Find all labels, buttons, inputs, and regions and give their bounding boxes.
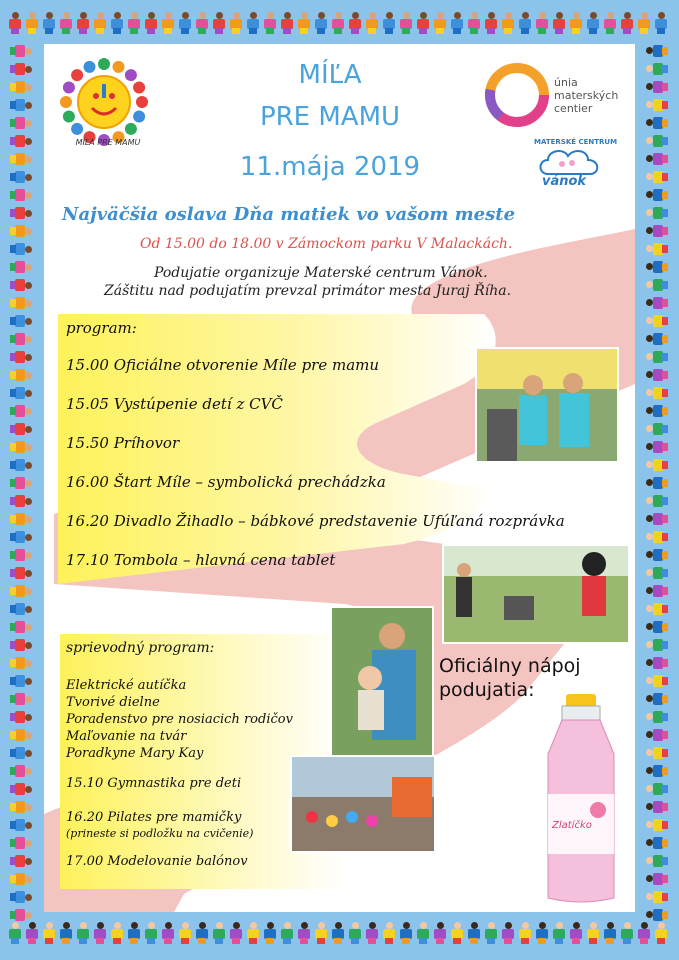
child-figure xyxy=(637,12,651,34)
child-figure xyxy=(10,404,32,418)
child-figure xyxy=(646,170,668,184)
child-figure xyxy=(10,764,32,778)
side-program-timed-item: 15.10 Gymnastika pre deti xyxy=(66,776,242,791)
child-figure xyxy=(646,710,668,724)
child-figure xyxy=(646,440,668,454)
child-figure xyxy=(646,854,668,868)
child-figure xyxy=(654,12,668,34)
child-figure xyxy=(646,800,668,814)
child-figure xyxy=(399,12,413,34)
child-figure xyxy=(10,116,32,130)
child-figure xyxy=(10,530,32,544)
side-program-heading: sprievodný program: xyxy=(66,640,215,656)
side-program-item: Elektrické autíčka xyxy=(66,678,187,693)
child-figure xyxy=(10,566,32,580)
child-figure xyxy=(10,494,32,508)
event-date: 11.mája 2019 xyxy=(239,152,421,182)
child-figure xyxy=(229,12,243,34)
vanok-logo-name: vánok xyxy=(542,174,587,189)
child-figure xyxy=(263,922,277,944)
child-figure xyxy=(535,922,549,944)
child-figure xyxy=(646,494,668,508)
side-program-timed-item: 16.20 Pilates pre mamičky xyxy=(66,810,242,825)
child-figure xyxy=(586,12,600,34)
child-figure xyxy=(450,12,464,34)
child-figure xyxy=(144,922,158,944)
child-figure xyxy=(127,922,141,944)
drink-heading: Oficiálny nápoj podujatia: xyxy=(439,655,581,701)
child-figure xyxy=(10,710,32,724)
program-item: 15.05 Vystúpenie detí z CVČ xyxy=(66,395,283,413)
child-figure xyxy=(552,12,566,34)
child-figure xyxy=(195,922,209,944)
child-figure xyxy=(76,922,90,944)
child-figure xyxy=(552,922,566,944)
child-figure xyxy=(646,188,668,202)
child-figure xyxy=(246,922,260,944)
child-figure xyxy=(161,922,175,944)
child-figure xyxy=(229,922,243,944)
child-figure xyxy=(646,44,668,58)
child-figure xyxy=(646,422,668,436)
child-figure xyxy=(10,440,32,454)
child-figure xyxy=(10,98,32,112)
child-figure xyxy=(646,404,668,418)
child-figure xyxy=(10,818,32,832)
child-figure xyxy=(10,782,32,796)
child-figure xyxy=(646,458,668,472)
walk-photo xyxy=(442,544,630,644)
child-figure xyxy=(10,350,32,364)
child-figure xyxy=(25,922,39,944)
child-figure xyxy=(620,12,634,34)
child-figure xyxy=(331,922,345,944)
child-figure xyxy=(10,368,32,382)
child-figure xyxy=(314,12,328,34)
side-program-item: Maľovanie na tvár xyxy=(66,729,187,744)
child-figure xyxy=(8,922,22,944)
child-figure xyxy=(10,800,32,814)
child-figure xyxy=(280,12,294,34)
crowd-photo xyxy=(290,755,436,853)
child-figure xyxy=(416,12,430,34)
child-figure xyxy=(484,12,498,34)
side-program-item: Tvorivé dielne xyxy=(66,695,160,710)
child-figure xyxy=(365,922,379,944)
child-figure xyxy=(10,602,32,616)
child-figure xyxy=(646,152,668,166)
child-figure xyxy=(10,170,32,184)
child-figure xyxy=(59,922,73,944)
child-figure xyxy=(416,922,430,944)
child-figure xyxy=(399,922,413,944)
child-figure xyxy=(586,922,600,944)
child-figure xyxy=(433,922,447,944)
child-figure xyxy=(212,922,226,944)
child-figure xyxy=(603,12,617,34)
child-figure xyxy=(10,80,32,94)
child-figure xyxy=(10,458,32,472)
child-figure xyxy=(93,12,107,34)
child-figure xyxy=(646,512,668,526)
child-figure xyxy=(484,922,498,944)
child-figure xyxy=(10,908,32,922)
child-figure xyxy=(646,530,668,544)
child-figure xyxy=(535,12,549,34)
child-figure xyxy=(10,656,32,670)
child-figure xyxy=(10,188,32,202)
child-figure xyxy=(646,872,668,886)
child-figure xyxy=(10,260,32,274)
child-figure xyxy=(646,332,668,346)
child-figure xyxy=(620,922,634,944)
sun-logo xyxy=(58,56,150,148)
volunteers-photo xyxy=(475,347,619,463)
child-figure xyxy=(10,242,32,256)
child-figure xyxy=(637,922,651,944)
child-figure xyxy=(569,12,583,34)
program-item: 17.10 Tombola – hlavná cena tablet xyxy=(66,551,336,569)
child-figure xyxy=(646,116,668,130)
child-figure xyxy=(10,692,32,706)
child-figure xyxy=(646,602,668,616)
side-program-note: (prineste si podložku na cvičenie) xyxy=(66,827,254,840)
side-program-item: Poradkyne Mary Kay xyxy=(66,746,204,761)
child-figure xyxy=(646,386,668,400)
child-figure xyxy=(646,62,668,76)
child-figure xyxy=(646,890,668,904)
time-place: Od 15.00 do 18.00 v Zámockom parku V Malackách. xyxy=(140,236,513,252)
child-figure xyxy=(646,206,668,220)
child-figure xyxy=(331,12,345,34)
child-figure xyxy=(42,12,56,34)
organizer-line1: Podujatie organizuje Materské centrum Vánok. xyxy=(154,265,488,281)
child-figure xyxy=(10,62,32,76)
child-figure xyxy=(10,584,32,598)
child-figure xyxy=(382,12,396,34)
child-figure xyxy=(110,12,124,34)
organizer-line2: Záštitu nad podujatím prevzal primátor mesta Juraj Říha. xyxy=(104,283,512,299)
child-figure xyxy=(10,314,32,328)
child-figure xyxy=(654,922,668,944)
child-figure xyxy=(10,206,32,220)
child-figure xyxy=(646,818,668,832)
child-figure xyxy=(10,548,32,562)
side-program-timed-item: 17.00 Modelovanie balónov xyxy=(66,854,248,869)
child-figure xyxy=(569,922,583,944)
child-figure xyxy=(646,224,668,238)
child-figure xyxy=(178,12,192,34)
child-figure xyxy=(603,922,617,944)
child-figure xyxy=(365,12,379,34)
child-figure xyxy=(10,386,32,400)
child-figure xyxy=(646,620,668,634)
union-logo-text: únia materských centier xyxy=(554,76,619,115)
child-figure xyxy=(246,12,260,34)
child-figure xyxy=(646,548,668,562)
child-figure xyxy=(646,476,668,490)
program-item: 16.20 Divadlo Žihadlo – bábkové predstavenie Ufúľaná rozprávka xyxy=(66,512,565,530)
child-figure xyxy=(10,278,32,292)
child-figure xyxy=(646,836,668,850)
child-figure xyxy=(195,12,209,34)
child-figure xyxy=(297,12,311,34)
poster-card xyxy=(44,44,635,912)
sun-logo-text: MÍĽA PRE MAMU xyxy=(75,138,141,147)
child-figure xyxy=(144,12,158,34)
child-figure xyxy=(646,80,668,94)
child-figure xyxy=(59,12,73,34)
side-program-item: Poradenstvo pre nosiacich rodičov xyxy=(66,712,293,727)
child-figure xyxy=(127,12,141,34)
program-item: 15.00 Oficiálne otvorenie Míle pre mamu xyxy=(66,356,380,374)
child-figure xyxy=(646,350,668,364)
child-figure xyxy=(433,12,447,34)
child-figure xyxy=(646,98,668,112)
child-figure xyxy=(93,922,107,944)
title-line2: PRE MAMU xyxy=(259,102,401,132)
child-figure xyxy=(646,908,668,922)
water-bottle xyxy=(538,694,624,904)
child-figure xyxy=(646,260,668,274)
child-figure xyxy=(646,764,668,778)
child-figure xyxy=(518,12,532,34)
child-figure xyxy=(10,890,32,904)
child-figure xyxy=(646,314,668,328)
child-figure xyxy=(467,922,481,944)
child-figure xyxy=(10,224,32,238)
child-figure xyxy=(10,728,32,742)
child-figure xyxy=(646,242,668,256)
bottle-label: Zlatíčko xyxy=(552,820,592,831)
child-figure xyxy=(10,836,32,850)
child-figure xyxy=(297,922,311,944)
child-figure xyxy=(10,674,32,688)
program-item: 15.50 Príhovor xyxy=(66,434,180,452)
child-figure xyxy=(646,296,668,310)
program-item: 16.00 Štart Míle – symbolická prechádzka xyxy=(66,473,386,491)
child-figure xyxy=(646,638,668,652)
child-figure xyxy=(42,922,56,944)
child-figure xyxy=(646,584,668,598)
child-figure xyxy=(467,12,481,34)
child-figure xyxy=(646,692,668,706)
child-figure xyxy=(76,12,90,34)
child-figure xyxy=(10,512,32,526)
child-figure xyxy=(501,922,515,944)
child-figure xyxy=(10,746,32,760)
child-figure xyxy=(646,566,668,580)
child-figure xyxy=(10,872,32,886)
child-figure xyxy=(646,782,668,796)
mother-baby-photo xyxy=(330,606,434,758)
child-figure xyxy=(10,638,32,652)
child-figure xyxy=(10,332,32,346)
child-figure xyxy=(450,922,464,944)
child-figure xyxy=(10,296,32,310)
child-figure xyxy=(382,922,396,944)
vanok-logo-top: MATERSKÉ CENTRUM xyxy=(534,138,618,146)
child-figure xyxy=(646,368,668,382)
child-figure xyxy=(280,922,294,944)
child-figure xyxy=(178,922,192,944)
child-figure xyxy=(646,674,668,688)
child-figure xyxy=(263,12,277,34)
child-figure xyxy=(314,922,328,944)
child-figure xyxy=(646,656,668,670)
child-figure xyxy=(518,922,532,944)
child-figure xyxy=(646,746,668,760)
child-figure xyxy=(10,620,32,634)
child-figure xyxy=(110,922,124,944)
child-figure xyxy=(10,476,32,490)
program-heading: program: xyxy=(66,319,137,337)
title-line1: MÍĽA xyxy=(298,60,362,90)
child-figure xyxy=(646,278,668,292)
child-figure xyxy=(161,12,175,34)
child-figure xyxy=(10,152,32,166)
tagline: Najväčšia oslava Dňa matiek vo vašom meste xyxy=(62,204,516,225)
child-figure xyxy=(212,12,226,34)
child-figure xyxy=(348,922,362,944)
union-logo-icon xyxy=(484,62,550,128)
child-figure xyxy=(25,12,39,34)
child-figure xyxy=(646,134,668,148)
child-figure xyxy=(10,854,32,868)
child-figure xyxy=(501,12,515,34)
child-figure xyxy=(10,134,32,148)
child-figure xyxy=(348,12,362,34)
child-figure xyxy=(646,728,668,742)
child-figure xyxy=(10,422,32,436)
child-figure xyxy=(8,12,22,34)
child-figure xyxy=(10,44,32,58)
